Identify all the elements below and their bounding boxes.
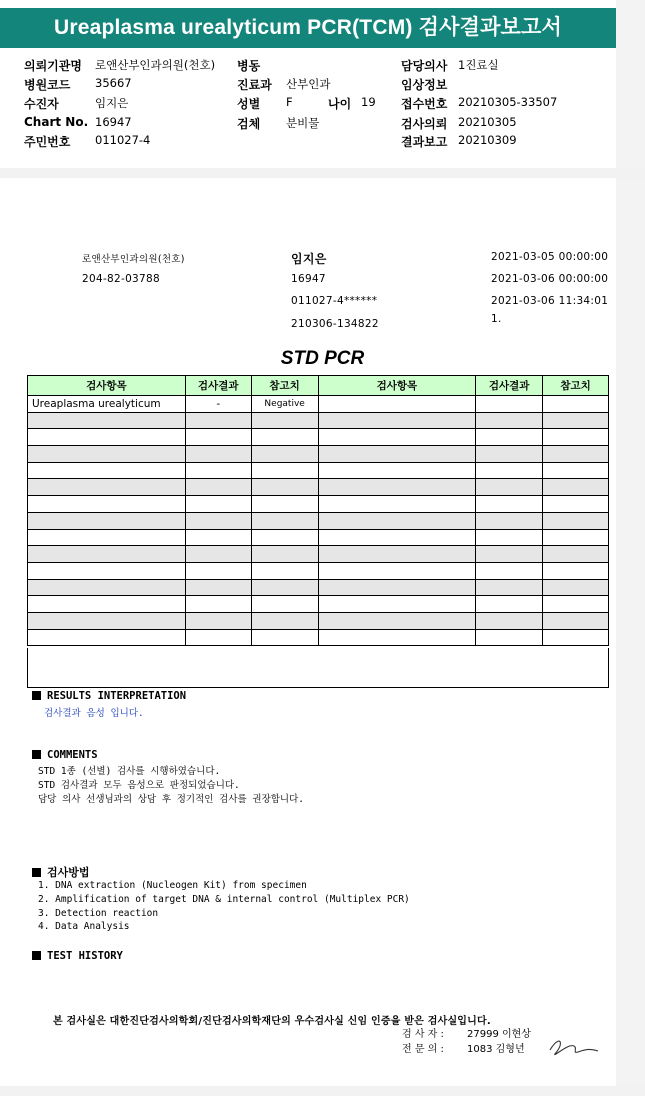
value-doctor: 1진료실 <box>458 58 499 72</box>
table-cell <box>476 546 543 563</box>
table-cell <box>318 479 476 496</box>
table-cell <box>476 462 543 479</box>
table-cell <box>185 479 251 496</box>
table-cell <box>251 612 318 629</box>
table-row <box>28 429 609 446</box>
sub-date-1: 2021-03-05 00:00:00 <box>491 251 609 263</box>
results-table <box>27 375 609 646</box>
results-table-header <box>28 376 609 396</box>
method-line-3: 3. Detection reaction <box>38 908 159 919</box>
value-receipt-no: 20210305-33507 <box>458 95 558 109</box>
value-specimen: 분비물 <box>286 116 320 130</box>
table-row <box>28 579 609 596</box>
table-cell <box>543 462 609 479</box>
table-cell <box>28 446 186 463</box>
th-reference-2: 참고치 <box>543 376 609 396</box>
comments-line-2: STD 검사결과 모두 음성으로 판정되었습니다. <box>38 780 240 791</box>
table-cell <box>543 396 609 413</box>
comments-line-1: STD 1종 (선별) 검사를 시행하였습니다. <box>38 766 221 777</box>
table-cell <box>28 412 186 429</box>
value-chart-no: 16947 <box>95 115 132 129</box>
label-clinical-info: 임상정보 <box>401 78 448 92</box>
patient-header <box>0 50 616 168</box>
bullet-square-icon <box>32 951 41 960</box>
table-cell <box>251 479 318 496</box>
value-sex: F <box>286 95 293 109</box>
table-row <box>28 396 609 413</box>
results-interpretation-heading <box>32 690 186 702</box>
table-cell <box>251 462 318 479</box>
table-cell: Negative <box>251 396 318 413</box>
table-cell <box>251 629 318 646</box>
table-cell <box>543 446 609 463</box>
label-receipt-no: 접수번호 <box>401 97 448 111</box>
table-cell <box>251 546 318 563</box>
header-divider <box>0 168 645 178</box>
table-row <box>28 529 609 546</box>
table-cell <box>318 462 476 479</box>
table-cell <box>251 596 318 613</box>
table-cell <box>318 429 476 446</box>
table-cell <box>476 396 543 413</box>
value-department: 산부인과 <box>286 77 331 91</box>
table-row <box>28 496 609 513</box>
bullet-square-icon <box>32 750 41 759</box>
method-heading <box>32 864 90 880</box>
sub-date-3-cont: 1. <box>491 313 502 325</box>
label-requesting-institution: 의뢰기관명 <box>24 59 82 73</box>
table-cell <box>543 429 609 446</box>
table-cell <box>185 429 251 446</box>
table-cell <box>543 629 609 646</box>
comments-heading-text: COMMENTS <box>47 749 98 761</box>
label-report-date: 결과보고 <box>401 135 448 149</box>
table-cell <box>476 429 543 446</box>
table-cell <box>318 629 476 646</box>
value-hospital-code: 35667 <box>95 76 132 90</box>
table-row <box>28 412 609 429</box>
sub-rrn: 011027-4****** <box>291 295 378 307</box>
table-row <box>28 546 609 563</box>
table-cell <box>543 612 609 629</box>
table-cell <box>28 629 186 646</box>
table-cell <box>28 496 186 513</box>
table-cell: - <box>185 396 251 413</box>
table-row <box>28 512 609 529</box>
table-cell <box>185 512 251 529</box>
table-cell <box>185 446 251 463</box>
table-row <box>28 446 609 463</box>
table-cell <box>318 579 476 596</box>
table-cell <box>251 562 318 579</box>
table-cell <box>28 596 186 613</box>
page-margin-strip <box>616 0 645 1096</box>
table-cell <box>251 512 318 529</box>
table-row <box>28 462 609 479</box>
table-cell <box>185 596 251 613</box>
table-cell <box>251 429 318 446</box>
table-cell <box>476 562 543 579</box>
bullet-square-icon <box>32 868 41 877</box>
table-cell <box>185 562 251 579</box>
label-hospital-code: 병원코드 <box>24 78 71 92</box>
certification-statement: 본 검사실은 대한진단검사의학회/진단검사의학재단의 우수검사실 신임 인증을 받은 검사실입니다. <box>53 1016 491 1027</box>
table-cell <box>318 446 476 463</box>
th-test-item-2: 검사항목 <box>318 376 476 396</box>
label-patient: 수진자 <box>24 97 59 111</box>
table-cell <box>185 496 251 513</box>
table-cell <box>543 579 609 596</box>
label-chart-no: Chart No. <box>24 115 89 129</box>
results-table-footer-box <box>27 648 609 688</box>
results-interpretation-text: 검사결과 음성 입니다. <box>44 708 144 719</box>
table-cell <box>543 479 609 496</box>
table-cell <box>28 479 186 496</box>
report-title-bar: Ureaplasma urealyticum PCR(TCM) 검사결과보고서 <box>0 8 616 48</box>
table-cell <box>251 529 318 546</box>
label-doctor: 담당의사 <box>401 59 448 73</box>
sub-date-2: 2021-03-06 00:00:00 <box>491 273 609 285</box>
table-cell <box>543 496 609 513</box>
table-cell <box>476 446 543 463</box>
label-age: 나이 <box>328 97 352 111</box>
comments-heading <box>32 749 98 761</box>
table-cell <box>185 612 251 629</box>
sub-receipt: 210306-134822 <box>291 318 379 330</box>
value-report-date: 20210309 <box>458 133 517 147</box>
value-age: 19 <box>361 95 376 109</box>
table-row <box>28 479 609 496</box>
method-heading-text: 검사방법 <box>47 866 90 879</box>
value-requesting-institution: 로앤산부인과의원(천호) <box>95 58 216 72</box>
table-cell <box>318 396 476 413</box>
table-cell <box>28 462 186 479</box>
table-cell <box>476 512 543 529</box>
table-cell <box>185 579 251 596</box>
method-line-1: 1. DNA extraction (Nucleogen Kit) from specimen <box>38 880 307 891</box>
table-cell <box>28 612 186 629</box>
table-cell <box>318 412 476 429</box>
table-cell <box>251 412 318 429</box>
th-reference-1: 참고치 <box>251 376 318 396</box>
table-cell <box>476 479 543 496</box>
test-history-heading <box>32 950 123 962</box>
table-cell <box>185 629 251 646</box>
table-cell <box>28 562 186 579</box>
th-result-1: 검사결과 <box>185 376 251 396</box>
sub-hospital-no: 204-82-03788 <box>82 273 160 285</box>
bullet-square-icon <box>32 691 41 700</box>
table-cell <box>476 596 543 613</box>
table-row <box>28 629 609 646</box>
th-test-item-1: 검사항목 <box>28 376 186 396</box>
table-cell <box>318 562 476 579</box>
tester-label: 검 사 자 : <box>402 1029 444 1040</box>
method-line-2: 2. Amplification of target DNA & internal control (Multiplex PCR) <box>38 894 410 905</box>
table-cell <box>28 546 186 563</box>
results-heading-text: RESULTS INTERPRETATION <box>47 690 187 702</box>
table-cell: Ureaplasma urealyticum <box>28 396 186 413</box>
table-cell <box>543 596 609 613</box>
value-request-date: 20210305 <box>458 115 517 129</box>
table-cell <box>28 579 186 596</box>
table-cell <box>28 512 186 529</box>
table-cell <box>476 579 543 596</box>
table-cell <box>318 596 476 613</box>
specialist-label: 전 문 의 : <box>402 1044 444 1055</box>
test-history-heading-text: TEST HISTORY <box>47 950 123 962</box>
sub-hospital: 로앤산부인과의원(천호) <box>82 254 185 265</box>
table-row <box>28 562 609 579</box>
table-cell <box>28 529 186 546</box>
table-cell <box>185 462 251 479</box>
std-pcr-title: STD PCR <box>280 348 365 369</box>
table-row <box>28 596 609 613</box>
table-cell <box>251 496 318 513</box>
sub-chart-no: 16947 <box>291 273 326 285</box>
comments-line-3: 담당 의사 선생님과의 상담 후 정기적인 검사를 권장합니다. <box>38 794 305 805</box>
table-cell <box>476 612 543 629</box>
table-cell <box>318 496 476 513</box>
table-row <box>28 612 609 629</box>
table-cell <box>185 546 251 563</box>
sub-date-3: 2021-03-06 11:34:01 <box>491 295 609 307</box>
table-cell <box>185 529 251 546</box>
value-rrn: 011027-4 <box>95 133 151 147</box>
table-cell <box>318 512 476 529</box>
label-department: 진료과 <box>237 78 272 92</box>
th-result-2: 검사결과 <box>476 376 543 396</box>
table-cell <box>543 562 609 579</box>
table-cell <box>476 496 543 513</box>
table-cell <box>318 612 476 629</box>
page-bottom-strip <box>0 1086 645 1096</box>
table-cell <box>28 429 186 446</box>
table-cell <box>543 529 609 546</box>
tester-value: 27999 이현상 <box>467 1029 531 1040</box>
label-sex: 성별 <box>237 97 261 111</box>
value-patient: 임지은 <box>95 96 129 110</box>
table-cell <box>476 529 543 546</box>
table-cell <box>318 529 476 546</box>
table-cell <box>476 412 543 429</box>
label-rrn: 주민번호 <box>24 135 71 149</box>
table-cell <box>318 546 476 563</box>
table-cell <box>543 512 609 529</box>
label-request-date: 검사의뢰 <box>401 117 448 131</box>
signature-icon <box>548 1036 600 1058</box>
method-line-4: 4. Data Analysis <box>38 921 130 932</box>
label-ward: 병동 <box>237 59 261 73</box>
table-cell <box>543 546 609 563</box>
table-cell <box>543 412 609 429</box>
sub-patient-name: 임지은 <box>291 252 327 266</box>
table-cell <box>251 446 318 463</box>
table-cell <box>251 579 318 596</box>
table-cell <box>476 629 543 646</box>
label-specimen: 검체 <box>237 117 261 131</box>
table-cell <box>185 412 251 429</box>
specialist-value: 1083 김형년 <box>467 1044 525 1055</box>
